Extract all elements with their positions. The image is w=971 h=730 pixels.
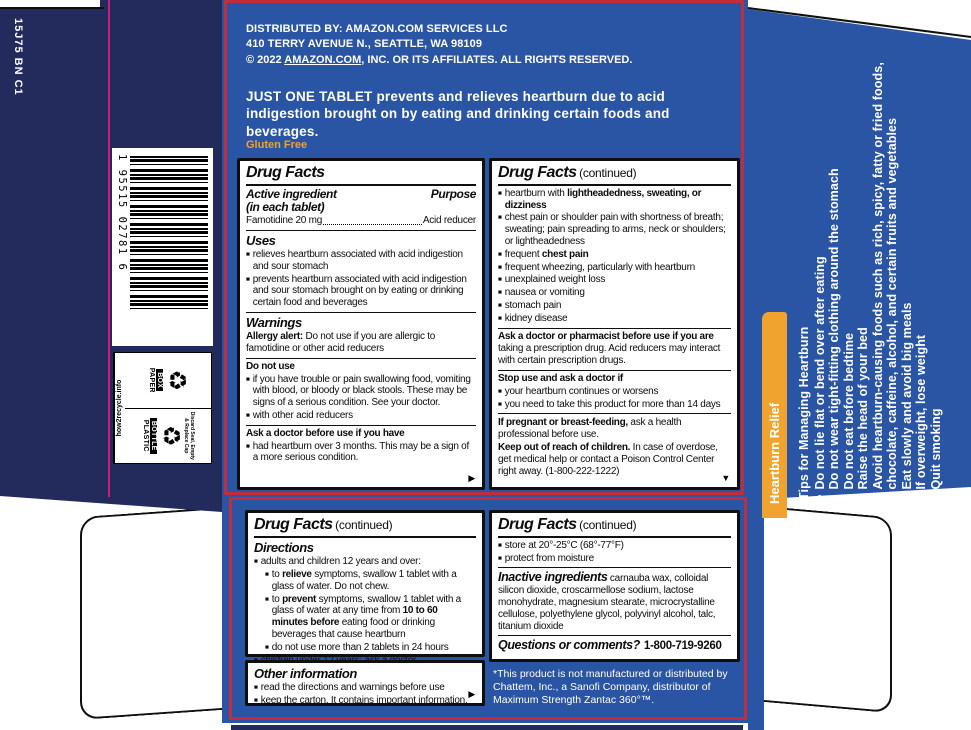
bullet: ■ store at 20°-25°C (68°-77°F) bbox=[498, 540, 731, 552]
recycle-chip: BOX bbox=[156, 369, 163, 391]
inactive-ingredients-section: Inactive ingredients carnauba wax, colloidal silicon dioxide, croscarmellose sodium, lactose monohydrate, magnesium stearate, microcrystalline cellulose, polyethylene glycol, polyvinyl alcohol, talc, titanium dioxide bbox=[498, 567, 731, 632]
sub-bullet: ■ do not use more than 2 tablets in 24 hours bbox=[265, 642, 476, 654]
recycle-material-label: PLASTIC bbox=[142, 419, 149, 452]
phone-number: 1-800-719-9260 bbox=[643, 640, 722, 653]
purpose-heading: Purpose bbox=[430, 186, 476, 201]
distributor-block bbox=[246, 22, 508, 52]
bullet: ■ heartburn with lightheadedness, sweating, or dizziness bbox=[498, 188, 731, 212]
upc-barcode bbox=[112, 148, 213, 346]
active-ingredient-row: Active ingredient (in each tablet) Purpose bbox=[246, 186, 476, 214]
continue-arrow-icon: ▶ bbox=[468, 473, 475, 484]
tip-item: • Avoid heartburn-causing foods such as rich, spicy, fatty or fried foods, chocolate, caffeine, alcohol, and certain fruits and vegetables bbox=[871, 32, 900, 500]
drug-facts-title: Drug Facts (continued) bbox=[254, 516, 476, 538]
bullet: ■ chest pain or shoulder pain with shortness of breath; sweating; pain spreading to arms, neck or shoulders; or lightheadedness bbox=[498, 212, 731, 247]
bullet: ■ had heartburn over 3 months. This may be a sign of a more serious condition. bbox=[246, 441, 476, 465]
tuck-flap-right bbox=[764, 506, 892, 713]
zantac-disclaimer: *This product is not manufactured or distributed by Chattem, Inc., a Sanofi Company, distributor of Maximum Strength Zantac 360°™. bbox=[493, 668, 728, 706]
tip-item: • Do not wear tight-fitting clothing around the stomach bbox=[827, 32, 842, 500]
tuck-flap-left bbox=[80, 507, 222, 720]
tip-item: • Raise the head of your bed bbox=[856, 32, 871, 500]
bullet: ■ kidney disease bbox=[498, 313, 731, 325]
drug-facts-title: Drug Facts (continued) bbox=[498, 516, 731, 538]
copyright-line: © 2022 AMAZON.COM, INC. OR ITS AFFILIATES. ALL RIGHTS RESERVED. bbox=[246, 54, 633, 66]
dot-leader bbox=[323, 224, 422, 225]
tips-block bbox=[797, 32, 943, 500]
how2recycle-url: how2recycle.info bbox=[114, 353, 125, 463]
recycle-icon: ♻ bbox=[157, 424, 184, 447]
tip-item: • If overweight, lose weight bbox=[914, 32, 929, 500]
sub-bullet: ■ to relieve symptoms, swallow 1 tablet with a glass of water. Do not chew. bbox=[265, 569, 476, 593]
bottom-edge-strip bbox=[231, 725, 743, 730]
bullet: ■ frequent wheezing, particularly with heartburn bbox=[498, 262, 731, 274]
bullet: ■ your heartburn continues or worsens bbox=[498, 386, 731, 398]
do-not-use-section: Do not use ■ if you have trouble or pain swallowing food, vomiting with blood, or bloody or black stools. These may be signs of a serious condition. See your doctor. ■ with other acid reducers bbox=[246, 358, 476, 422]
sub-bullet: ■ to prevent symptoms, swallow 1 tablet with a glass of water at any time from 10 to 60 minutes before eating food or drinking beverages that cause heartburn bbox=[265, 594, 476, 641]
bullet: ■ if you have trouble or pain swallowing food, vomiting with blood, or bloody or black stools. These may be signs of a serious condition. See your doctor. bbox=[246, 374, 476, 409]
ingredient-row: Famotidine 20 mg Acid reducer bbox=[246, 214, 476, 226]
bullet: ■ protect from moisture bbox=[498, 553, 731, 565]
ask-doctor-section: Ask a doctor before use if you have ■ had heartburn over 3 months. This may be a sign of a more serious condition. bbox=[246, 425, 476, 464]
other-information-panel: Other information ■ read the directions and warnings before use ■ keep the carton. It contains important information. ▶ bbox=[245, 660, 485, 706]
bullet: ■ nausea or vomiting bbox=[498, 287, 731, 299]
amazon-link: AMAZON.COM bbox=[284, 54, 362, 66]
drug-facts-title: Drug Facts (continued) bbox=[498, 164, 731, 186]
tip-item: • Quit smoking bbox=[929, 32, 944, 500]
bullet: ■ frequent chest pain bbox=[498, 249, 731, 261]
gluten-free-badge: Gluten Free bbox=[246, 139, 308, 151]
bullet: ■ stomach pain bbox=[498, 300, 731, 312]
drug-facts-title: Drug Facts bbox=[246, 164, 476, 186]
recycle-plastic-cell bbox=[125, 409, 211, 464]
questions-section: Questions or comments? 1-800-719-9260 bbox=[498, 635, 731, 654]
lot-code: 15J75 BN C1 bbox=[12, 18, 24, 96]
tip-item: • Do not lie flat or bend over after eating bbox=[813, 32, 828, 500]
recycle-chip: BOTTLE bbox=[150, 418, 157, 454]
ask-pharmacist-section: Ask a doctor or pharmacist before use if you are taking a prescription drug. Acid reducers may interact with certain prescription drugs. bbox=[498, 328, 731, 367]
bullet: ■ adults and children 12 years and over: bbox=[254, 556, 476, 568]
continue-arrow-icon: ▶ bbox=[468, 689, 475, 700]
bullet: ■ prevents heartburn associated with acid indigestion and sour stomach brought on by eating or drinking certain food and beverages bbox=[246, 274, 476, 309]
distributor-line: DISTRIBUTED BY: AMAZON.COM SERVICES LLC bbox=[246, 23, 508, 35]
drug-facts-continued-panel-1 bbox=[489, 158, 740, 490]
barcode-bars bbox=[130, 156, 208, 310]
pregnancy-section: If pregnant or breast-feeding, ask a health professional before use. Keep out of reach of children. In case of overdose, get medical help or contact a Poison Control Center right away. (1-800-222-1222) bbox=[498, 413, 731, 477]
tips-title: Tips for Managing Heartburn bbox=[797, 326, 811, 500]
recycle-icon: ♻ bbox=[163, 369, 190, 391]
ribbon-label: Heartburn Relief bbox=[767, 402, 782, 504]
warnings-section: Warnings Allergy alert: Do not use if you are allergic to famotidine or other acid reducers bbox=[246, 312, 476, 355]
bullet: ■ relieves heartburn associated with acid indigestion and sour stomach bbox=[246, 249, 476, 273]
drug-facts-main-panel bbox=[237, 158, 485, 490]
uses-section: Uses ■ relieves heartburn associated with acid indigestion and sour stomach ■ prevents heartburn associated with acid indigestion and sour stomach brought on by eating or drinking certain food and beverages bbox=[246, 230, 476, 309]
bullet: ■ with other acid reducers bbox=[246, 410, 476, 422]
tip-item: • Eat slowly and avoid big meals bbox=[900, 32, 915, 500]
how2recycle-label bbox=[113, 352, 212, 464]
bullet: ■ keep the carton. It contains important information. bbox=[254, 695, 476, 707]
stop-use-section: Stop use and ask a doctor if ■ your heartburn continues or worsens ■ you need to take this product for more than 14 days bbox=[498, 370, 731, 410]
drug-facts-directions-panel: Drug Facts (continued) Directions ■ adults and children 12 years and over: ■ to relieve symptoms, swallow 1 tablet with a glass of water. Do not chew. ■ to prevent symptoms, swallow 1 tablet with a glass of water at any time from 10 to 60 minutes before eating food or drinking beverages that cause heartburn ■ do not use more than 2 tablets in 24 hours ■ bbox=[245, 510, 485, 657]
dieline-corner bbox=[0, 0, 100, 7]
package-edge-line-top-left bbox=[0, 7, 104, 9]
recycle-paper-cell bbox=[125, 353, 211, 409]
drug-facts-continued-panel-2 bbox=[489, 510, 740, 662]
recycle-material-label: PAPER bbox=[148, 367, 155, 393]
barcode-digits: 1 95515 02781 6 bbox=[116, 154, 128, 272]
product-claim: JUST ONE TABLET prevents and relieves heartburn due to acid indigestion brought on by eating and drinking certain foods and beverages. bbox=[246, 89, 670, 139]
distributor-address: 410 TERRY AVENUE N., SEATTLE, WA 98109 bbox=[246, 37, 483, 50]
bullet: ■ unexplained weight loss bbox=[498, 274, 731, 286]
crease-line bbox=[108, 0, 110, 497]
bullet: ■ you need to take this product for more than 14 days bbox=[498, 399, 731, 411]
continue-arrow-icon: ▼ bbox=[721, 473, 730, 484]
tip-item: • Do not eat before bedtime bbox=[842, 32, 857, 500]
recycle-note: Discard Seal, Empty & Replace Cap bbox=[183, 411, 195, 460]
bullet: ■ read the directions and warnings before use bbox=[254, 682, 476, 694]
